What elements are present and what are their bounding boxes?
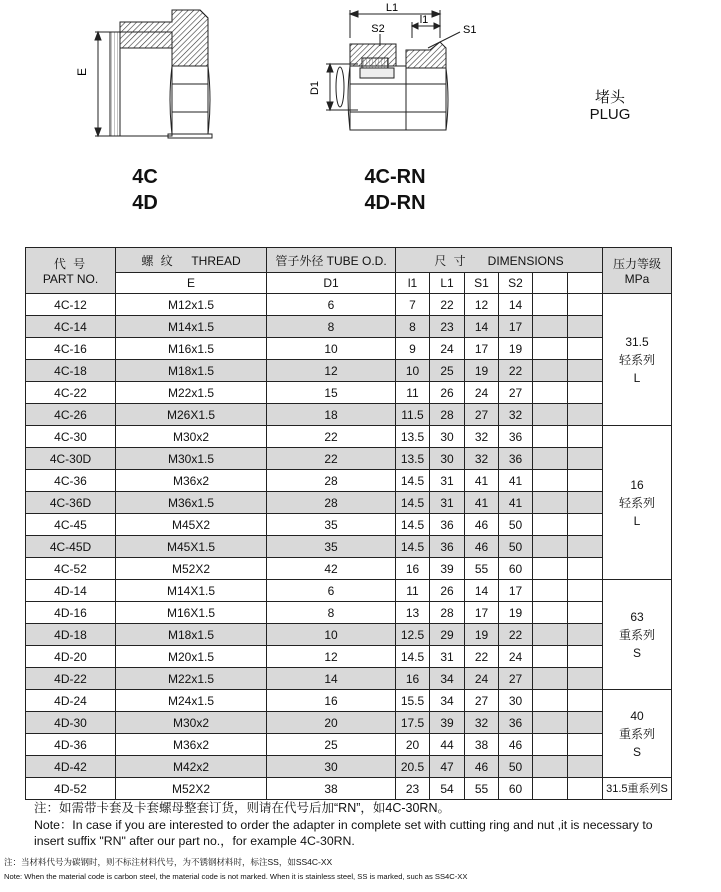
cell-part: 4D-30: [26, 712, 116, 734]
cell-s1: 27: [465, 690, 499, 712]
cell-s2: 17: [499, 316, 533, 338]
pressure-series: 重系列: [618, 627, 655, 642]
cell-s2: 50: [499, 756, 533, 778]
cell-d1: 10: [267, 624, 396, 646]
cell-part: 4C-12: [26, 294, 116, 316]
header-part-no: [26, 248, 116, 294]
header-thread: [116, 248, 267, 273]
cell-part: 4D-52: [26, 778, 116, 800]
cell-s1: 46: [465, 756, 499, 778]
header-dim-l1-small: l1: [396, 273, 430, 294]
header-dim-cn: 尺 寸: [434, 253, 468, 268]
table-row: [26, 514, 672, 536]
cell-l1: 31: [430, 492, 465, 514]
cell-l1: 24: [430, 338, 465, 360]
cell-d1: 18: [267, 404, 396, 426]
cell-blank: [568, 360, 603, 382]
cell-l1: 15.5: [396, 690, 430, 712]
cell-part: 4C-14: [26, 316, 116, 338]
cell-part: 4D-18: [26, 624, 116, 646]
cell-blank: [568, 558, 603, 580]
model-4d: 4D: [132, 192, 158, 214]
cell-thread: M30x2: [116, 712, 267, 734]
cell-blank: [568, 690, 603, 712]
header-part-en: PART NO.: [42, 272, 99, 286]
table-row: [26, 492, 672, 514]
cell-blank: [533, 514, 568, 536]
cell-part: 4D-42: [26, 756, 116, 778]
table-row: [26, 778, 672, 800]
cell-l1: 34: [430, 668, 465, 690]
table-row: [26, 712, 672, 734]
cell-blank: [533, 558, 568, 580]
spec-table: [25, 247, 672, 800]
table-row: [26, 580, 672, 602]
cell-s2: 41: [499, 492, 533, 514]
cell-thread: M42x2: [116, 756, 267, 778]
cell-d1: 20: [267, 712, 396, 734]
cell-d1: 35: [267, 514, 396, 536]
cell-blank: [568, 624, 603, 646]
cell-part: 4C-22: [26, 382, 116, 404]
product-name-en: PLUG: [589, 106, 631, 123]
cell-s1: 41: [465, 492, 499, 514]
header-pressure: [603, 248, 672, 294]
table-row: [26, 602, 672, 624]
table-row: [26, 316, 672, 338]
cell-s2: 19: [499, 338, 533, 360]
cell-l1: 12.5: [396, 624, 430, 646]
cell-blank: [533, 624, 568, 646]
pressure-group-cell: [603, 426, 672, 580]
cell-thread: M30x1.5: [116, 448, 267, 470]
cell-part: 4C-30D: [26, 448, 116, 470]
cell-l1: 16: [396, 558, 430, 580]
pressure-value: 40: [630, 708, 644, 723]
cell-s2: 36: [499, 448, 533, 470]
cell-blank: [533, 448, 568, 470]
cell-d1: 6: [267, 294, 396, 316]
cell-thread: M45X1.5: [116, 536, 267, 558]
cell-thread: M22x1.5: [116, 382, 267, 404]
header-tube: 管子外径 TUBE O.D.: [267, 248, 396, 273]
pressure-value: 16: [630, 477, 644, 492]
cell-d1: 6: [267, 580, 396, 602]
cell-s2: 19: [499, 602, 533, 624]
cell-s1: 46: [465, 536, 499, 558]
cell-s1: 24: [465, 668, 499, 690]
cell-blank: [568, 646, 603, 668]
cell-blank: [533, 382, 568, 404]
cell-s1: 19: [465, 624, 499, 646]
cell-s1: 32: [465, 448, 499, 470]
cell-l1: 10: [396, 360, 430, 382]
cell-thread: M20x1.5: [116, 646, 267, 668]
cell-blank: [568, 294, 603, 316]
plug-drawing-left: [95, 10, 212, 138]
cell-d1: 14: [267, 668, 396, 690]
cell-d1: 22: [267, 448, 396, 470]
cell-blank: [568, 404, 603, 426]
cell-blank: [533, 536, 568, 558]
cell-s1: 46: [465, 514, 499, 536]
cell-part: 4C-26: [26, 404, 116, 426]
header-dim-l1: L1: [430, 273, 465, 294]
cell-l1: 39: [430, 712, 465, 734]
cell-l1: 8: [396, 316, 430, 338]
pressure-series: 轻系列: [618, 352, 655, 367]
cell-s2: 36: [499, 426, 533, 448]
note-en-line1: Note：In case if you are interested to order the adapter in complete set with cutting ring and nut ,it is necessary to: [34, 818, 653, 832]
cell-s1: 41: [465, 470, 499, 492]
pressure-group-cell: [603, 580, 672, 690]
cell-s1: 24: [465, 382, 499, 404]
header-dim-blank: [568, 273, 603, 294]
cell-l1: 13.5: [396, 426, 430, 448]
cell-thread: M52X2: [116, 778, 267, 800]
table-row: [26, 734, 672, 756]
dim-l1-small-label: l1: [419, 14, 429, 26]
table-row: [26, 404, 672, 426]
cell-l1: 22: [430, 294, 465, 316]
cell-s2: 24: [499, 646, 533, 668]
cell-l1: 47: [430, 756, 465, 778]
cell-s1: 38: [465, 734, 499, 756]
cell-l1: 31: [430, 646, 465, 668]
table-row: [26, 690, 672, 712]
cell-blank: [533, 580, 568, 602]
cell-part: 4D-14: [26, 580, 116, 602]
cell-blank: [533, 668, 568, 690]
cell-l1: 25: [430, 360, 465, 382]
cell-blank: [568, 382, 603, 404]
header-dim-en: DIMENSIONS: [487, 253, 564, 268]
cell-s2: 36: [499, 712, 533, 734]
cell-thread: M24x1.5: [116, 690, 267, 712]
cell-l1: 23: [396, 778, 430, 800]
dim-s2-label: S2: [371, 23, 385, 35]
cell-blank: [533, 646, 568, 668]
cell-s2: 32: [499, 404, 533, 426]
cell-thread: M18x1.5: [116, 624, 267, 646]
cell-s1: 55: [465, 778, 499, 800]
table-row: [26, 382, 672, 404]
pressure-code: S: [632, 744, 641, 759]
cell-blank: [568, 338, 603, 360]
cell-part: 4D-24: [26, 690, 116, 712]
cell-blank: [568, 580, 603, 602]
cell-part: 4D-20: [26, 646, 116, 668]
cell-d1: 25: [267, 734, 396, 756]
cell-s1: 32: [465, 712, 499, 734]
cell-l1: 17.5: [396, 712, 430, 734]
pressure-series: 重系列: [618, 726, 655, 741]
dim-s1-label: S1: [463, 24, 477, 36]
table-row: [26, 426, 672, 448]
cell-part: 4C-45D: [26, 536, 116, 558]
cell-l1: 11: [396, 382, 430, 404]
cell-part: 4D-36: [26, 734, 116, 756]
header-dimensions: [396, 248, 603, 273]
table-row: [26, 624, 672, 646]
cell-l1: 9: [396, 338, 430, 360]
cell-l1: 13: [396, 602, 430, 624]
cell-part: 4C-36D: [26, 492, 116, 514]
cell-l1: 28: [430, 404, 465, 426]
pressure-group-cell: [603, 294, 672, 426]
cell-l1: 54: [430, 778, 465, 800]
cell-blank: [533, 712, 568, 734]
table-row: [26, 294, 672, 316]
cell-blank: [568, 712, 603, 734]
table-row: [26, 338, 672, 360]
cell-blank: [533, 294, 568, 316]
cell-s2: 60: [499, 558, 533, 580]
cell-l1: 14.5: [396, 646, 430, 668]
cell-l1: 14.5: [396, 536, 430, 558]
header-dim-s2: S2: [499, 273, 533, 294]
pressure-value: 31.5重系列S: [606, 782, 668, 795]
cell-s2: 46: [499, 734, 533, 756]
cell-d1: 12: [267, 360, 396, 382]
header-part-cn: 代 号: [53, 257, 88, 271]
cell-blank: [533, 756, 568, 778]
cell-d1: 15: [267, 382, 396, 404]
cell-thread: M36x2: [116, 470, 267, 492]
header-thread-sub: E: [116, 273, 267, 294]
header-dim-s1: S1: [465, 273, 499, 294]
cell-s1: 14: [465, 580, 499, 602]
spec-table-body: [26, 294, 672, 800]
cell-thread: M16x1.5: [116, 338, 267, 360]
cell-s2: 50: [499, 514, 533, 536]
cell-s1: 32: [465, 426, 499, 448]
cell-s1: 12: [465, 294, 499, 316]
cell-s2: 14: [499, 294, 533, 316]
cell-d1: 16: [267, 690, 396, 712]
cell-l1: 36: [430, 536, 465, 558]
cell-thread: M14x1.5: [116, 316, 267, 338]
header-thread-en: THREAD: [191, 253, 241, 268]
cell-l1: 39: [430, 558, 465, 580]
cell-thread: M12x1.5: [116, 294, 267, 316]
cell-thread: M14X1.5: [116, 580, 267, 602]
cell-blank: [568, 536, 603, 558]
cell-d1: 28: [267, 470, 396, 492]
cell-blank: [568, 514, 603, 536]
cell-l1: 28: [430, 602, 465, 624]
cell-s1: 17: [465, 338, 499, 360]
cell-l1: 14.5: [396, 514, 430, 536]
cell-l1: 13.5: [396, 448, 430, 470]
cell-thread: M16X1.5: [116, 602, 267, 624]
cell-blank: [533, 690, 568, 712]
cell-thread: M52X2: [116, 558, 267, 580]
cell-s1: 19: [465, 360, 499, 382]
cell-blank: [568, 470, 603, 492]
cell-s1: 55: [465, 558, 499, 580]
table-row: [26, 646, 672, 668]
table-row: [26, 668, 672, 690]
cell-part: 4C-16: [26, 338, 116, 360]
header-pressure-cn: 压力等级: [612, 257, 661, 271]
cell-part: 4D-22: [26, 668, 116, 690]
cell-part: 4C-52: [26, 558, 116, 580]
cell-thread: M36x1.5: [116, 492, 267, 514]
cell-thread: M30x2: [116, 426, 267, 448]
table-row: [26, 536, 672, 558]
cell-l1: 30: [430, 448, 465, 470]
note-en-line2: insert suffix "RN" after our part no.，for example 4C-30RN.: [34, 834, 355, 848]
cell-l1: 7: [396, 294, 430, 316]
cell-d1: 42: [267, 558, 396, 580]
cell-l1: 34: [430, 690, 465, 712]
table-row: [26, 470, 672, 492]
header-thread-cn: 螺 纹: [141, 253, 175, 268]
cell-s2: 22: [499, 360, 533, 382]
cell-blank: [568, 778, 603, 800]
cell-l1: 31: [430, 470, 465, 492]
cell-l1: 20.5: [396, 756, 430, 778]
pressure-code: S: [632, 645, 641, 660]
model-4c-rn: 4C-RN: [364, 166, 426, 188]
cell-part: 4D-16: [26, 602, 116, 624]
cell-thread: M22x1.5: [116, 668, 267, 690]
product-name-cn: 堵头: [594, 89, 625, 106]
dim-e-label: E: [75, 67, 89, 77]
cell-blank: [568, 734, 603, 756]
cell-s2: 27: [499, 668, 533, 690]
pressure-group-cell: [603, 690, 672, 778]
cell-s2: 60: [499, 778, 533, 800]
cell-blank: [568, 756, 603, 778]
cell-d1: 30: [267, 756, 396, 778]
cell-l1: 11.5: [396, 404, 430, 426]
cell-part: 4C-45: [26, 514, 116, 536]
dim-d1-label: D1: [309, 80, 321, 96]
cell-l1: 14.5: [396, 470, 430, 492]
cell-d1: 38: [267, 778, 396, 800]
header-tube-sub: D1: [267, 273, 396, 294]
cell-blank: [568, 668, 603, 690]
pressure-series: 轻系列: [618, 495, 655, 510]
cell-l1: 44: [430, 734, 465, 756]
plug-drawing-right: [326, 10, 460, 130]
cell-blank: [533, 360, 568, 382]
pressure-code: L: [633, 513, 641, 528]
cell-l1: 23: [430, 316, 465, 338]
cell-blank: [533, 316, 568, 338]
footnote-en: Note: When the material code is carbon steel, the material code is not marked. When it is stainless steel, SS is marked, such as SS4C-XX: [4, 872, 468, 881]
cell-thread: M36x2: [116, 734, 267, 756]
cell-blank: [568, 492, 603, 514]
cell-l1: 29: [430, 624, 465, 646]
cell-s1: 14: [465, 316, 499, 338]
cell-d1: 8: [267, 316, 396, 338]
cell-d1: 28: [267, 492, 396, 514]
cell-s1: 17: [465, 602, 499, 624]
cell-blank: [533, 602, 568, 624]
cell-s2: 41: [499, 470, 533, 492]
cell-s2: 22: [499, 624, 533, 646]
cell-l1: 26: [430, 382, 465, 404]
cell-l1: 16: [396, 668, 430, 690]
cell-part: 4C-36: [26, 470, 116, 492]
cell-thread: M26X1.5: [116, 404, 267, 426]
cell-s1: 22: [465, 646, 499, 668]
cell-d1: 35: [267, 536, 396, 558]
cell-blank: [568, 602, 603, 624]
cell-s2: 17: [499, 580, 533, 602]
table-row: [26, 756, 672, 778]
cell-l1: 36: [430, 514, 465, 536]
pressure-value: 63: [630, 609, 644, 624]
model-4d-rn: 4D-RN: [364, 192, 426, 214]
cell-blank: [533, 404, 568, 426]
note-cn: 注：如需带卡套及卡套螺母整套订货，则请在代号后加“RN”，如4C-30RN。: [34, 801, 450, 815]
pressure-code: L: [633, 370, 641, 385]
cell-blank: [533, 778, 568, 800]
table-row: [26, 360, 672, 382]
header-pressure-en: MPa: [624, 272, 650, 286]
cell-d1: 10: [267, 338, 396, 360]
cell-s2: 50: [499, 536, 533, 558]
cell-part: 4C-18: [26, 360, 116, 382]
cell-blank: [568, 316, 603, 338]
cell-l1: 30: [430, 426, 465, 448]
cell-blank: [533, 470, 568, 492]
cell-blank: [568, 448, 603, 470]
cell-d1: 12: [267, 646, 396, 668]
cell-s1: 27: [465, 404, 499, 426]
cell-s2: 30: [499, 690, 533, 712]
cell-d1: 8: [267, 602, 396, 624]
cell-l1: 20: [396, 734, 430, 756]
dim-l1-label: L1: [385, 2, 399, 14]
cell-blank: [533, 338, 568, 360]
cell-blank: [533, 734, 568, 756]
cell-s2: 27: [499, 382, 533, 404]
footnote-cn: 注：当材料代号为碳钢时，则不标注材料代号，为不锈钢材料时，标注SS，如SS4C-XX: [4, 857, 333, 867]
header-dim-blank: [533, 273, 568, 294]
table-row: [26, 558, 672, 580]
pressure-group-cell: [603, 778, 672, 800]
table-row: [26, 448, 672, 470]
cell-d1: 22: [267, 426, 396, 448]
cell-part: 4C-30: [26, 426, 116, 448]
model-4c: 4C: [132, 166, 158, 188]
cell-thread: M18x1.5: [116, 360, 267, 382]
pressure-value: 31.5: [625, 334, 649, 349]
cell-blank: [533, 426, 568, 448]
cell-l1: 14.5: [396, 492, 430, 514]
cell-blank: [533, 492, 568, 514]
cell-l1: 26: [430, 580, 465, 602]
cell-thread: M45X2: [116, 514, 267, 536]
cell-blank: [568, 426, 603, 448]
cell-l1: 11: [396, 580, 430, 602]
